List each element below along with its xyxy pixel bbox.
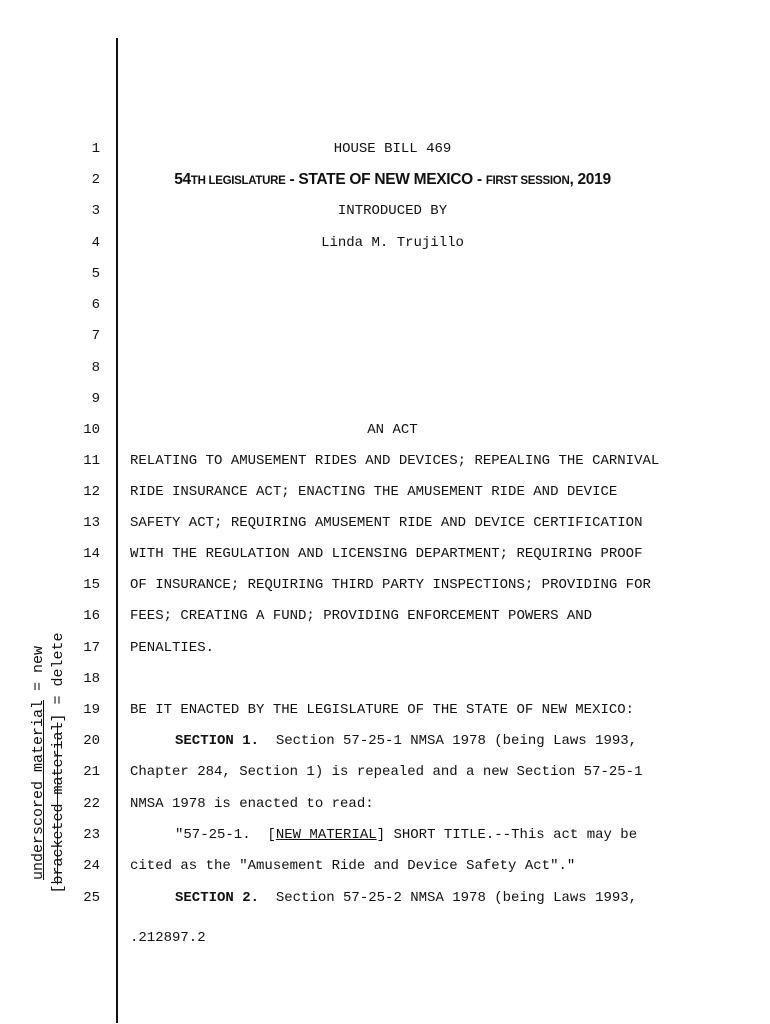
line-number: 14: [83, 546, 100, 562]
line-number: 1: [91, 141, 100, 157]
legend-bracket-close: ]: [50, 713, 67, 723]
line-number: 13: [83, 515, 100, 531]
line-number: 22: [83, 796, 100, 812]
short-title-prefix: "57-25-1. [: [175, 827, 276, 843]
line-number: 11: [83, 453, 100, 469]
body-line-15: OF INSURANCE; REQUIRING THIRD PARTY INSPECTIONS; PROVIDING FOR: [130, 577, 651, 593]
section-1-text: Section 57-25-1 NMSA 1978 (being Laws 1993,: [259, 733, 638, 749]
bill-title: HOUSE BILL 469: [333, 141, 452, 157]
body-line-16: FEES; CREATING A FUND; PROVIDING ENFORCEMENT POWERS AND: [130, 608, 593, 624]
body-line-12: RIDE INSURANCE ACT; ENACTING THE AMUSEMENT RIDE AND DEVICE: [130, 484, 618, 500]
body-line-13: SAFETY ACT; REQUIRING AMUSEMENT RIDE AND DEVICE CERTIFICATION: [130, 515, 643, 531]
legend-new: [29, 632, 49, 893]
legislature-separator: -: [285, 171, 299, 188]
new-material-tag: NEW MATERIAL: [275, 827, 377, 843]
sponsor-name: Linda M. Trujillo: [321, 235, 464, 251]
legend: [29, 632, 69, 893]
legislature-number: 54: [174, 171, 191, 188]
session-year: , 2019: [569, 171, 611, 188]
an-act-heading: AN ACT: [367, 422, 418, 438]
line-number: 15: [83, 577, 100, 593]
margin-rule: [116, 38, 118, 1023]
line-number: 6: [91, 297, 100, 313]
legend-underscored: underscored material: [30, 699, 47, 881]
body-line-11: RELATING TO AMUSEMENT RIDES AND DEVICES; REPEALING THE CARNIVAL: [130, 453, 660, 469]
body-line-14: WITH THE REGULATION AND LICENSING DEPARTMENT; REQUIRING PROOF: [130, 546, 643, 562]
body-line-24: cited as the "Amusement Ride and Device Safety Act".": [130, 858, 576, 874]
state-name: STATE OF NEW MEXICO: [298, 171, 473, 188]
body-line-23: [175, 827, 637, 843]
footer-code: .212897.2: [130, 930, 206, 946]
section-1-heading: SECTION 1.: [175, 733, 260, 749]
legislature-separator: -: [472, 171, 486, 188]
legislature-label: TH LEGISLATURE: [190, 175, 286, 187]
line-number: 19: [83, 702, 100, 718]
body-line-22: NMSA 1978 is enacted to read:: [130, 796, 374, 812]
legend-bracketed: bracketed material: [50, 722, 67, 885]
body-line-25: [175, 890, 637, 906]
line-number: 2: [91, 172, 100, 188]
legend-bracket-open: [: [50, 884, 67, 894]
legislature-heading: [130, 172, 655, 189]
body-line-21: Chapter 284, Section 1) is repealed and a new Section 57-25-1: [130, 764, 643, 780]
introduced-by: INTRODUCED BY: [337, 203, 448, 219]
line-number: 23: [83, 827, 100, 843]
line-number: 25: [83, 890, 100, 906]
line-number: 17: [83, 640, 100, 656]
legend-new-label: = new: [30, 645, 47, 700]
line-number: 24: [83, 858, 100, 874]
session-name: FIRST SESSION: [485, 175, 570, 187]
line-number: 5: [91, 266, 100, 282]
line-number: 7: [91, 328, 100, 344]
line-number: 16: [83, 608, 100, 624]
line-number: 18: [83, 671, 100, 687]
body-line-19: BE IT ENACTED BY THE LEGISLATURE OF THE STATE OF NEW MEXICO:: [130, 702, 635, 718]
line-number: 8: [91, 360, 100, 376]
short-title-text: ] SHORT TITLE.--This act may be: [376, 827, 638, 843]
line-number: 12: [83, 484, 100, 500]
legend-delete: [49, 632, 69, 893]
legend-delete-label: = delete: [50, 632, 67, 714]
line-number: 3: [91, 203, 100, 219]
line-number: 9: [91, 391, 100, 407]
line-number: 4: [91, 235, 100, 251]
body-line-20: [175, 733, 637, 749]
line-number: 10: [83, 422, 100, 438]
body-line-17: PENALTIES.: [130, 640, 215, 656]
section-2-text: Section 57-25-2 NMSA 1978 (being Laws 1993,: [259, 890, 638, 906]
line-number: 21: [83, 764, 100, 780]
line-number: 20: [83, 733, 100, 749]
section-2-heading: SECTION 2.: [175, 890, 260, 906]
